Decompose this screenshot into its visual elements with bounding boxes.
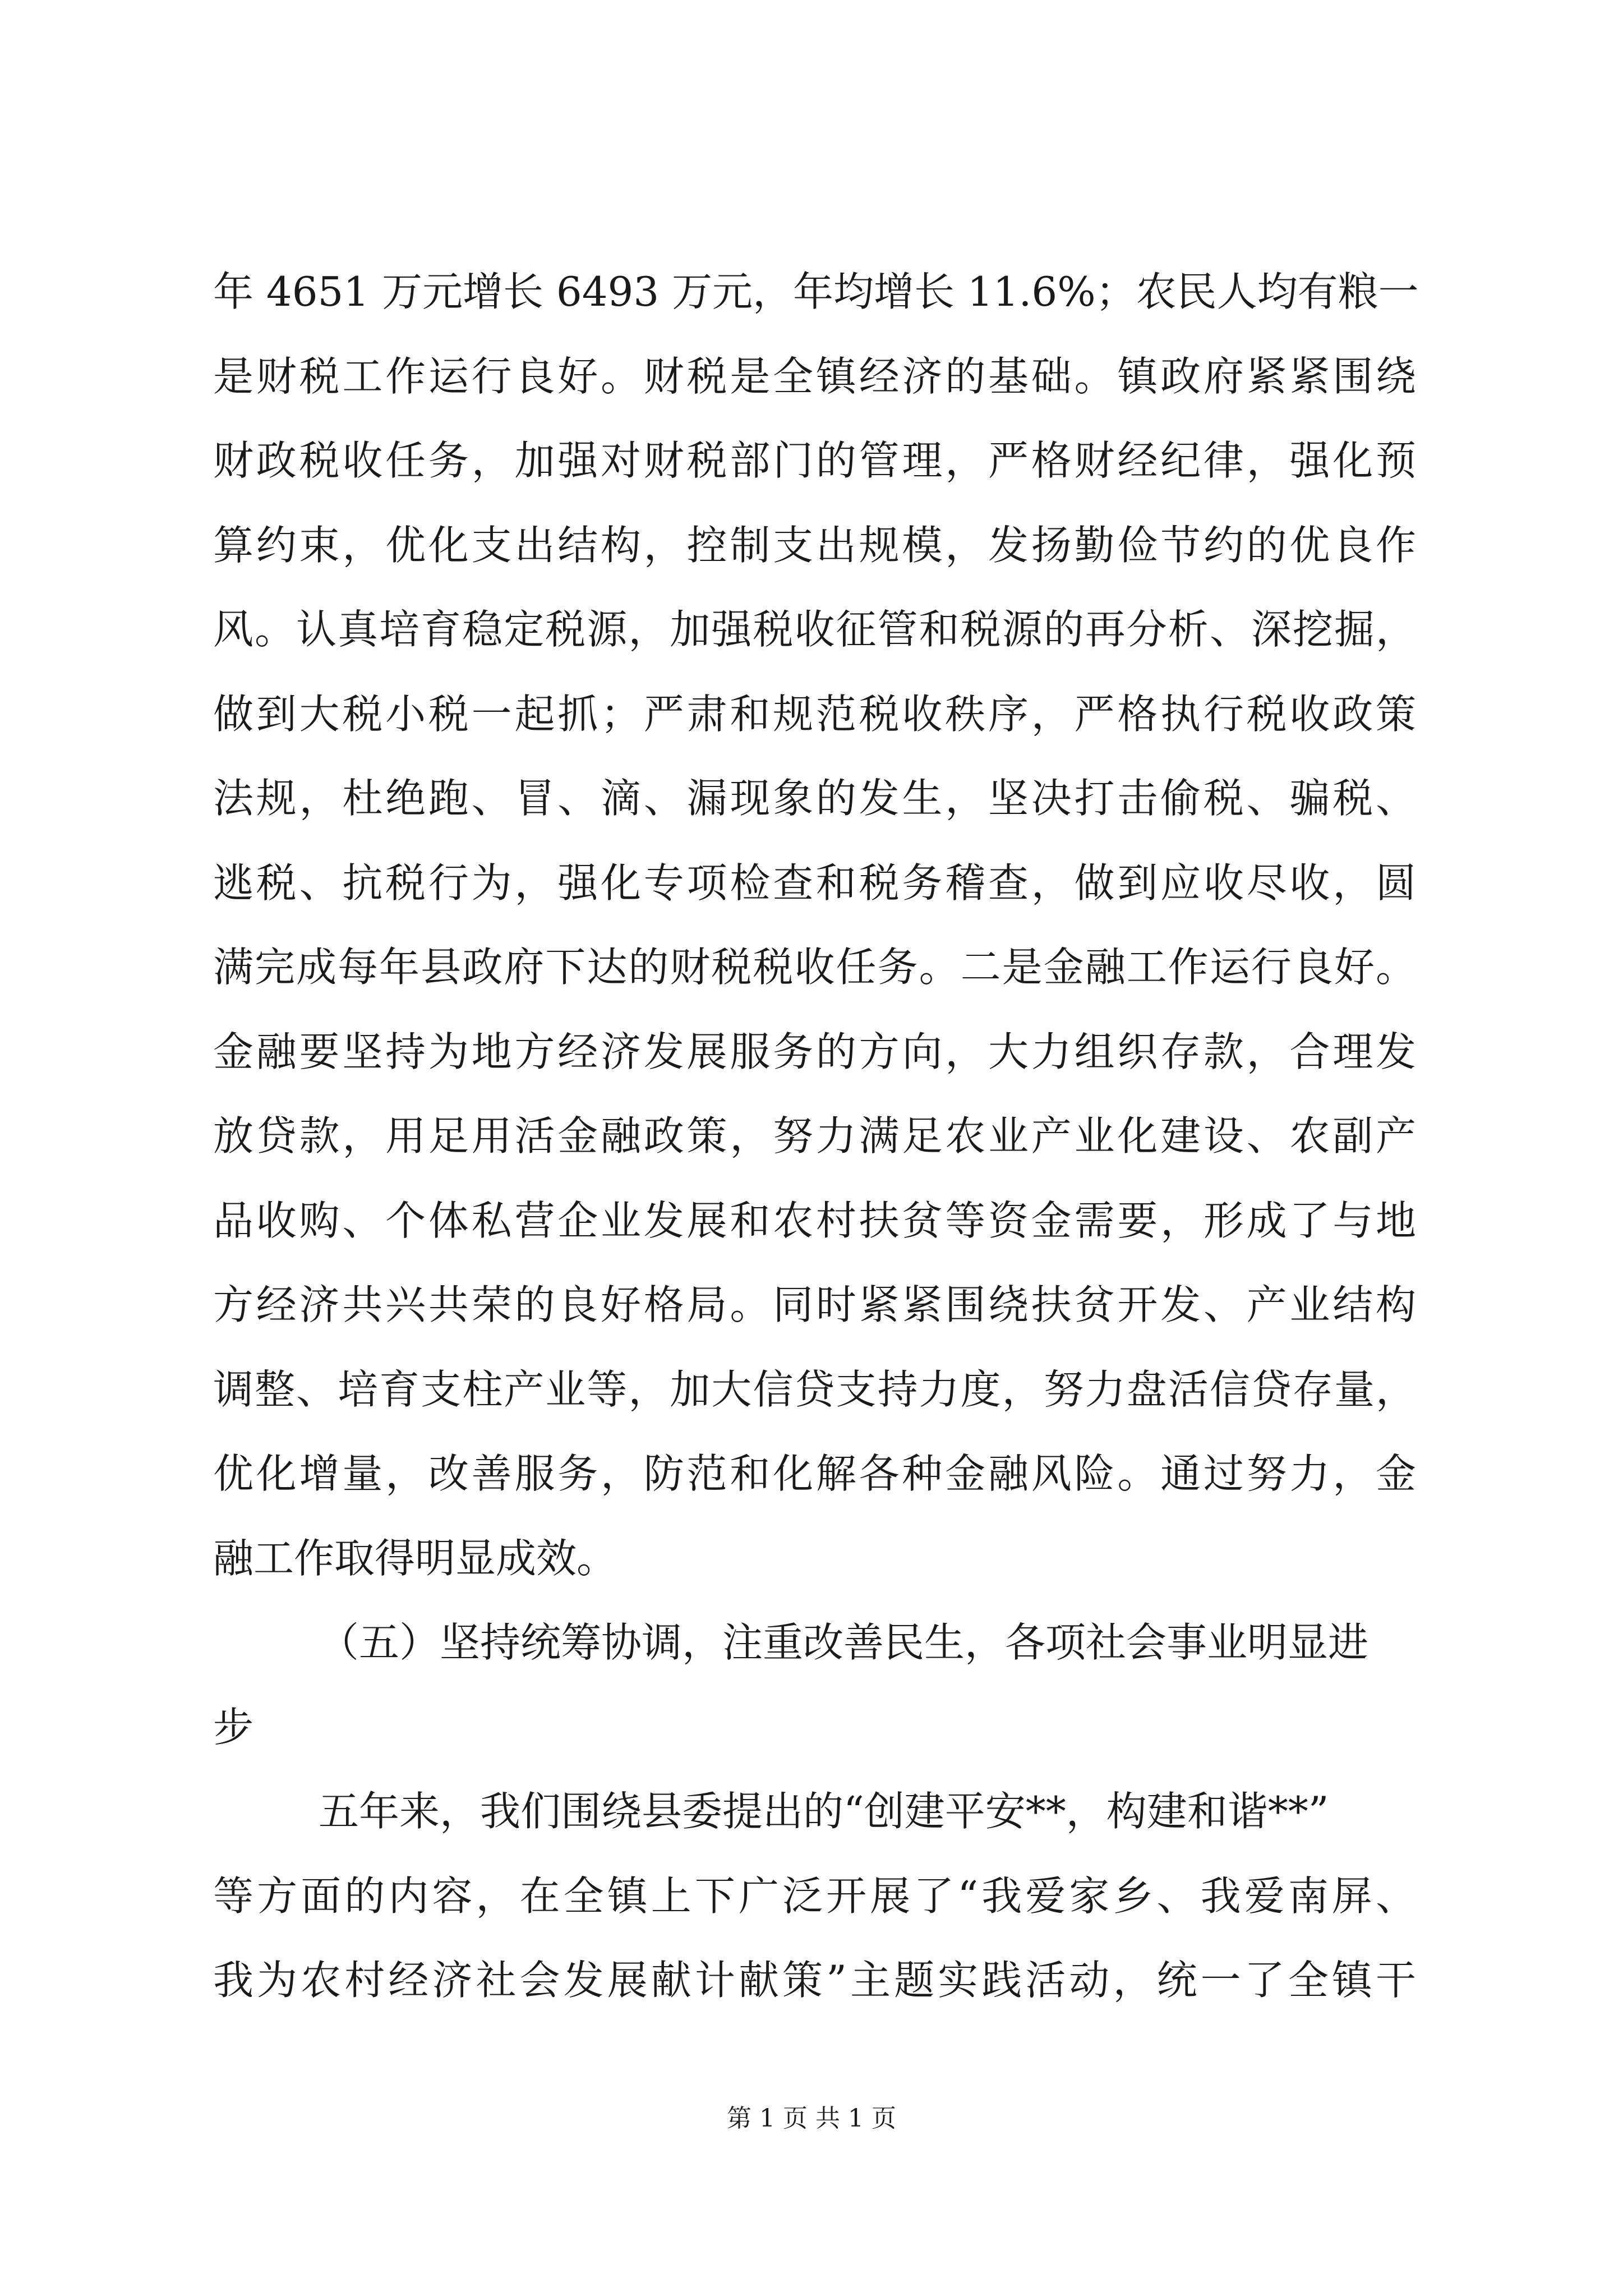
body-line: 逃税、抗税行为，强化专项检查和税务稽查，做到应收尽收，圆 [213,859,1416,907]
section-heading-line: 步 [213,1703,254,1751]
page-number-footer: 第 1 页 共 1 页 [727,2104,896,2133]
body-line: 做到大税小税一起抓；严肃和规范税收秩序，严格执行税收政策 [213,690,1416,738]
section-heading-line: （五）坚持统筹协调，注重改善民生，各项社会事业明显进 [319,1619,1369,1666]
document-body [213,250,1419,2023]
body-line: 五年来，我们围绕县委提出的“创建平安**，构建和谐**” [319,1788,1329,1835]
body-line: 财政税收任务，加强对财税部门的管理，严格财经纪律，强化预 [213,437,1416,484]
body-line: 风。认真培育稳定税源，加强税收征管和税源的再分析、深挖掘， [213,606,1416,653]
body-line: 优化增量，改善服务，防范和化解各种金融风险。通过努力，金 [213,1450,1416,1497]
body-line: 算约束，优化支出结构，控制支出规模，发扬勤俭节约的优良作 [213,521,1416,569]
body-line: 融工作取得明显成效。 [213,1534,617,1582]
body-line: 等方面的内容，在全镇上下广泛开展了“我爱家乡、我爱南屏、 [213,1872,1416,1920]
body-line: 满完成每年县政府下达的财税税收任务。二是金融工作运行良好。 [213,944,1416,991]
body-line: 方经济共兴共荣的良好格局。同时紧紧围绕扶贫开发、产业结构 [213,1281,1416,1328]
body-line: 年 4651 万元增长 6493 万元，年均增长 11.6%；农民人均有粮一 [213,268,1419,315]
body-line: 是财税工作运行良好。财税是全镇经济的基础。镇政府紧紧围绕 [213,352,1416,400]
body-line: 金融要坚持为地方经济发展服务的方向，大力组织存款，合理发 [213,1028,1416,1075]
body-line: 法规，杜绝跑、冒、滴、漏现象的发生，坚决打击偷税、骗税、 [213,775,1416,822]
body-line: 调整、培育支柱产业等，加大信贷支持力度，努力盘活信贷存量， [213,1365,1416,1413]
body-line: 放贷款，用足用活金融政策，努力满足农业产业化建设、农副产 [213,1112,1416,1159]
body-line: 我为农村经济社会发展献计献策”主题实践活动，统一了全镇干 [213,1957,1416,2004]
body-line: 品收购、个体私营企业发展和农村扶贫等资金需要，形成了与地 [213,1197,1416,1244]
